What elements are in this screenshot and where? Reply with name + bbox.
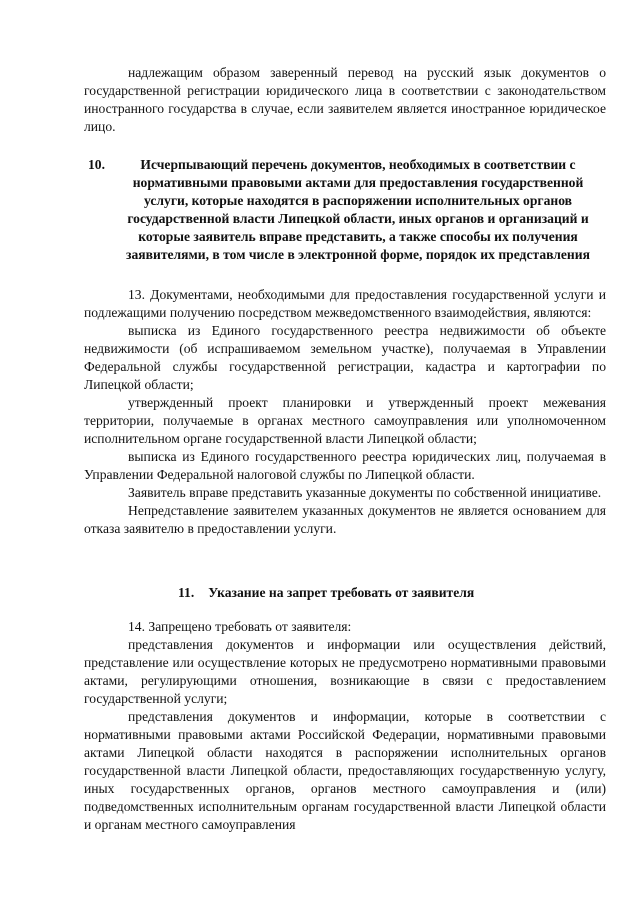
prohibition-item-1: представления документов и информации или осуществления действий, представление или осуществление которых не предусмотрено нормативными правовыми актами, регулирующими отношения, возникающие в связи с предоставлением государственной услуги;	[84, 637, 606, 706]
document-item-egrn: выписка из Единого государственного реестра недвижимости об объекте недвижимости (об испрашиваемом земельном участке), получаемая в Управлении Федеральной службы государственной регистрации, кадастра и картографии по Липецкой области;	[84, 323, 606, 392]
intro-paragraph: надлежащим образом заверенный перевод на русский язык документов о государственной регистрации юридического лица в соответствии с законодательством иностранного государства в случае, если заявителем является иностранное юридическое лицо.	[84, 65, 606, 134]
own-initiative-paragraph: Заявитель вправе представить указанные документы по собственной инициативе.	[128, 485, 602, 500]
prohibition-item-2: представления документов и информации, которые в соответствии с нормативными правовыми актами Российской Федерации, нормативными правовыми актами Липецкой области находятся в распоряжении исполнительных органов государственной власти Липецкой области, предоставляющих государственную услугу, иных государственных органов, органов местного самоуправления и (или) подведомственных исполнительным органам государственной власти Липецкой области и органам местного самоуправления	[84, 709, 606, 832]
section-10-number: 10.	[88, 157, 105, 172]
document-item-egrul: выписка из Единого государственного реестра юридических лиц, получаемая в Управлении Федеральной налоговой службы по Липецкой области.	[84, 449, 606, 482]
paragraph-13: 13. Документами, необходимыми для предоставления государственной услуги и подлежащими получению посредством межведомственного взаимодействия, являются:	[84, 287, 606, 320]
section-11-title: Указание на запрет требовать от заявителя	[208, 585, 475, 600]
section-11-heading	[84, 584, 606, 602]
section-11-number: 11.	[178, 585, 195, 600]
paragraph-14: 14. Запрещено требовать от заявителя:	[128, 619, 352, 634]
non-submission-paragraph: Непредставление заявителем указанных документов не является основанием для отказа заявителю в предоставлении услуги.	[84, 503, 606, 536]
section-10-heading	[84, 156, 606, 264]
document-page	[84, 64, 606, 834]
section-10-title: Исчерпывающий перечень документов, необходимых в соответствии с нормативными правовыми актами для предоставления государственной услуги, которые находятся в распоряжении исполнительных органов государственной власти Липецкой области, иных органов и организаций и которые заявитель вправе представить, а также способы их получения заявителями, в том числе в электронной форме, порядок их представления	[126, 157, 590, 262]
document-item-planning-project: утвержденный проект планировки и утвержденный проект межевания территории, получаемые в органах местного самоуправления или уполномоченном исполнительном органе государственной власти Липецкой области;	[84, 395, 606, 446]
